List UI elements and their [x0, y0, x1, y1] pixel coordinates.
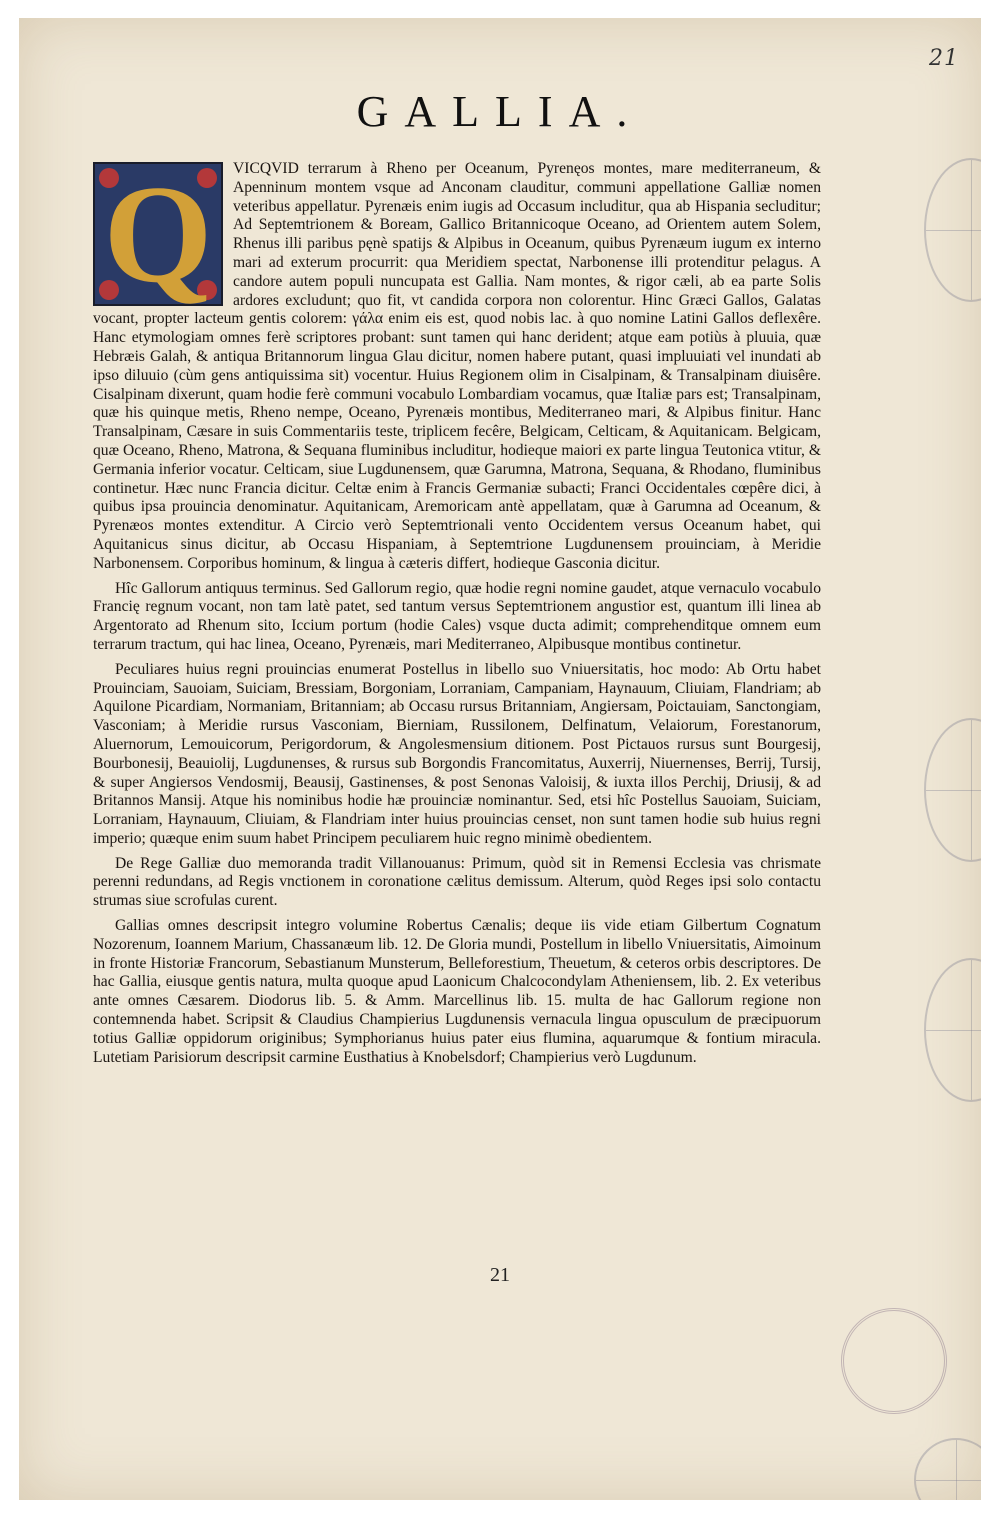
page-number: 21	[490, 1264, 510, 1286]
paragraph-3: Peculiares huius regni prouincias enumerat Postellus in libello suo Vniuersitatis, hoc modo: Ab Ortu habet Prouinciam, Sauoiam, Suiciam, Bressiam, Borgoniam, Lorraniam, Campaniam, Haynauum, Cliuiam, Flandriam; ab Aquilone Picardiam, Normaniam, Britanniam; ab Occasu rursus Britanniam, Angiersam, Poictauiam, Sanctongiam, Vasconiam; à Meridie rursus Vasconiam, Bierniam, Russilonem, Delfinatum, Velaiorum, Forestanorum, Aluernorum, Lemouicorum, Perigordorum, & Angolesmensium ditionem. Post Pictauos rursus sunt Bourgesij, Bourbonesij, Beauiolij, Lugdunenses, & rursus sub Borgondis Francomitatus, Auxerrij, Niuernenses, Berrij, Tursij, & super Angiersos Vendosmij, Beausij, Gastinenses, & post Senonas Valoisij, & iuxta illos Perchij, Driusij, & ad Britannos Mansij. Atque his nominibus hodie hæ prouinciæ nominantur. Sed, etsi hîc Postellus Sauoiam, Suiciam, Lorraniam, Haynauum, Cliuiam, & Flandriam inter huius prouincias censet, non sunt tamen hodie sub huius regni imperio; quæque enim suum habet Principem peculiarem huic regno minimè obedientem.	[93, 660, 821, 847]
initial-letter: Q	[103, 162, 213, 306]
paragraph-1: VICQVID terrarum à Rheno per Oceanum, Pyrenęos montes, mare mediterraneum, & Apenninum montem vsque ad Anconam clauditur, communi appellatione Galliæ nomen veteribus appellatur. Pyrenæis enim iugis ad Occasum includitur, qua ab Hispania secluditur; Ad Septemtrionem & Boream, Gallico Britannicoque Oceano, ad Orientem autem Solem, Rhenus illi paribus pęnè spatijs & Alpibus in Oceanum, quibus Pyrenæum iugum ex interno mari ad exterum procurrit: qua Meridiem spectat, Narbonense illi protenditur pelagus. A candore autem populi nuncupata est Gallia. Nam montes, & rigor cæli, ab ea parte Solis ardores excludunt; quo fit, vt candida corpora non colorentur. Hinc Græci Gallos, Galatas vocant, propter lacteum gentis colorem: γάλα enim eis est, quod nobis lac. à quo nomine Latini Gallos deflexêre. Hanc etymologiam omnes ferè scriptores probant: sunt tamen qui hanc derident; atque eam potiùs à pluuia, quæ Hebræis Galah, & antiqua Britannorum lingua Glau dicitur, nomen habere putant, quasi impluuiati vel inundati ab ipso diluuio (cùm gens antiquissima sit) vocentur. Huius Regionem olim in Cisalpinam, & Transalpinam diuisêre. Cisalpinam dixerunt, quam hodie ferè communi vocabulo Lombardiam vocamus, quæ Italiæ pars est; Transalpinam, quæ his quinque metis, Rheno nempe, Oceano, Pyrenæis montibus, Mediterraneo mari, & Alpibus finitur. Hanc Transalpinam, Cæsare in suis Commentariis teste, triplicem fecêre, Belgicam, Celticam, & Aquitanicam. Belgicam, quæ Oceano, Rheno, Matrona, & Sequana fluminibus includitur, hodieque maiori ex parte lingua Teutonica vtitur, & Germania inferior vocatur. Celticam, siue Lugdunensem, quæ Garumna, Matrona, Sequana, & Rhodano, fluminibus continetur. Hæc nunc Francia dicitur. Celtæ enim à Francis Germaniæ subacti; Franci Occidentales cœpêre dici, à quibus ipsa prouincia denominatur. Aquitanicam, Aremoricam antè appellatam, quæ à Garumna ad Oceanum, & Pyrenæos montes extenditur. A Circio verò Septemtrionali vento Occidentem versus Oceanum habet, qui Aquitanicus sinus dicitur, ab Occasu Hispaniam, à Septemtrione Lugdunensem prouinciam, à Meridie Narbonensem. Corporibus hominum, & lingua à cæteris differt, hodieque Gasconia dicitur.	[93, 160, 821, 572]
globe-watermark-icon	[924, 958, 981, 1102]
globe-watermark-icon	[914, 1438, 981, 1500]
globe-watermark-icon	[924, 718, 981, 862]
paragraph-5: Gallias omnes descripsit integro volumine Robertus Cænalis; deque iis vide etiam Gilbertum Cognatum Nozorenum, Ioannem Marium, Chassanæum lib. 12. De Gloria mundi, Postellum in libello Vniuersitatis, Aimoinum in fronte Historiæ Francorum, Sebastianum Munsterum, Belleforestium, Theuetum, & ceteros orbis descriptores. De hac Gallia, eiusque gentis natura, multa quoque apud Laonicum Chalcocondylam Atheniensem, lib. 2. Ex veteribus ante omnes Cæsarem. Diodorus lib. 5. & Amm. Marcellinus lib. 15. multa de hac Gallorum regione non contemnenda habet. Scripsit & Claudius Champierius Lugdunensis vernacula lingua opusculum de præcipuorum totius Galliæ oppidorum originibus; Symphorianus huius pater eius flumina, aquarumque & fontium miracula. Lutetiam Parisiorum descripsit carmine Eusthatius à Knobelsdorf; Champierius verò Lugdunum.	[93, 917, 821, 1066]
paragraph-4: De Rege Galliæ duo memoranda tradit Villanouanus: Primum, quòd sit in Remensi Ecclesia vas chrismate perenni redundans, ad Regis vnctionem in coronatione cælitus demissum. Alterum, quòd Reges ipsi solo contactu strumas siue scrofulas curent.	[93, 854, 821, 910]
folio-number: 21	[929, 46, 959, 71]
globe-watermark-icon	[924, 158, 981, 302]
paragraph-2: Hîc Gallorum antiquus terminus. Sed Gallorum regio, quæ hodie regni nomine gaudet, atque vernaculo vocabulo Francię regnum vocant, non tam latè patet, sed tantum versus Septemtrionem angustior est, quantum illi linea ab Argentorato ad Rhenum sito, Iccium portum (hodie Cales) vsque ducta adimit; comprehenditque omnem eum terrarum tractum, qui hac linea, Oceano, Pyrenæis, mari Mediterraneo, Alpibusque montibus continetur.	[93, 579, 821, 653]
body-text	[93, 160, 821, 1073]
page-title: GALLIA.	[356, 87, 644, 136]
page-sheet	[19, 18, 981, 1500]
decorated-initial	[93, 162, 223, 306]
library-stamp-icon	[841, 1308, 947, 1414]
